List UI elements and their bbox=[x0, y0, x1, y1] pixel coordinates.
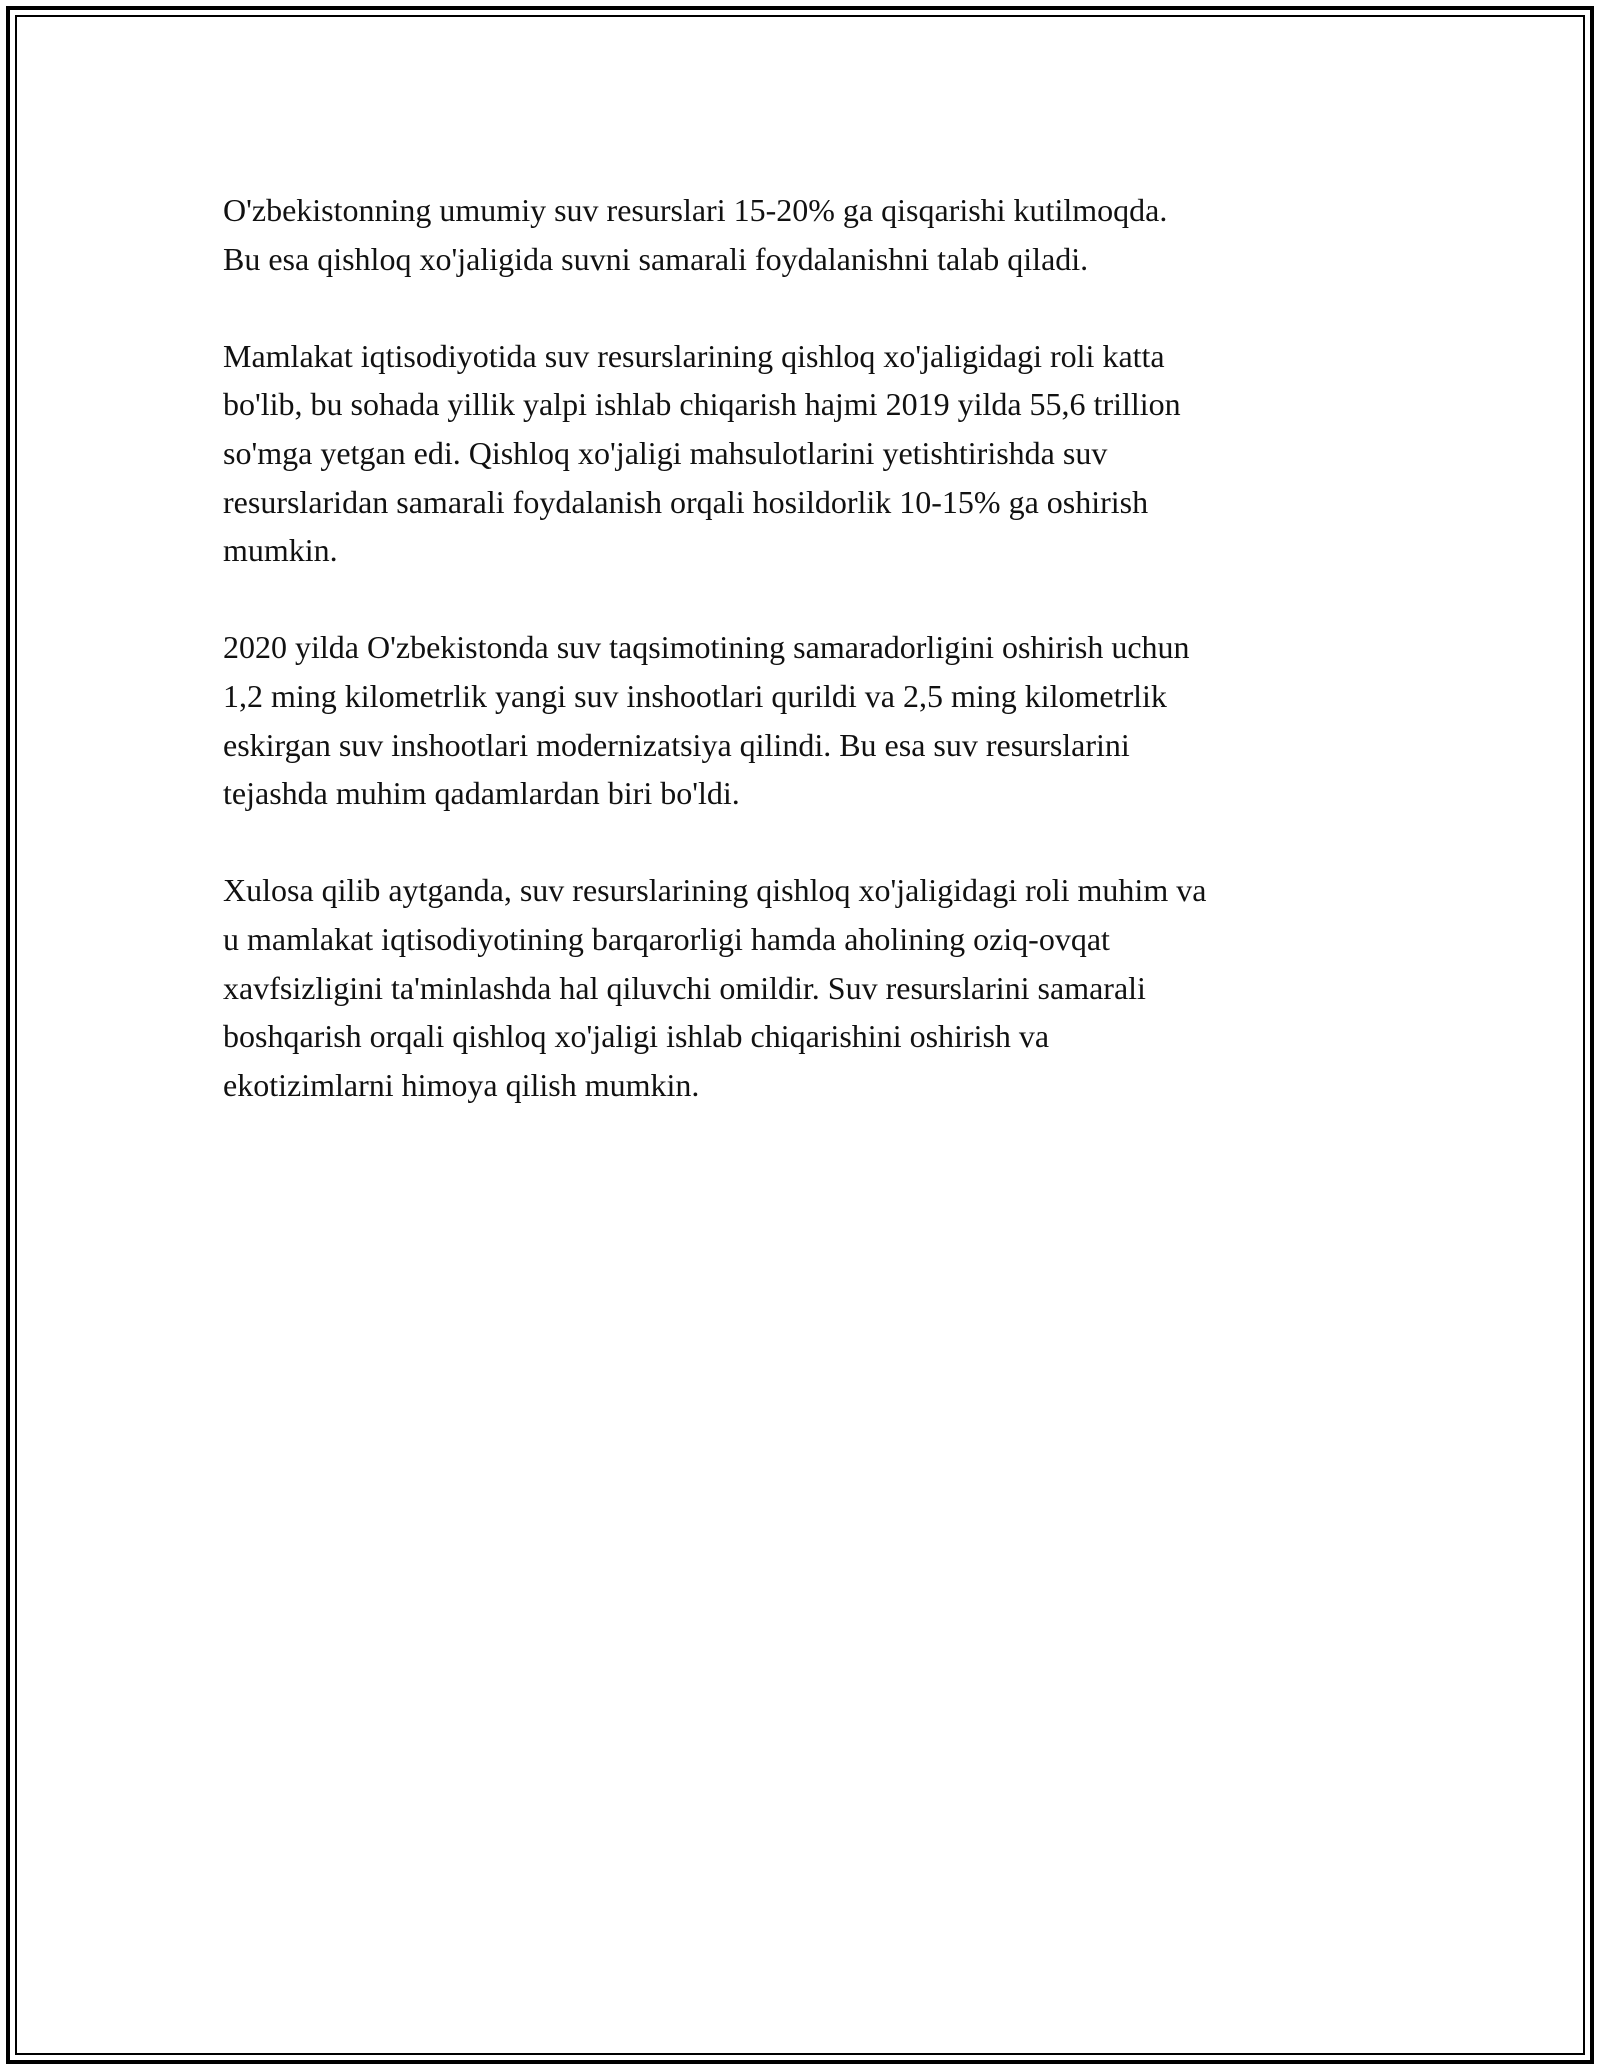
text-line: xavfsizligini ta'minlashda hal qiluvchi omildir. Suv resurslarini samarali bbox=[223, 969, 1146, 1006]
text-line: boshqarish orqali qishloq xo'jaligi ishlab chiqarishini oshirish va bbox=[223, 1018, 1050, 1055]
text-line: 2020 yilda O'zbekistonda suv taqsimotining samaradorligini oshirish uchun bbox=[223, 629, 1190, 666]
text-line: tejashda muhim qadamlardan biri bo'ldi. bbox=[223, 775, 740, 812]
paragraph-economic-role bbox=[223, 332, 1393, 575]
text-line: resurslaridan samarali foydalanish orqali hosildorlik 10-15% ga oshirish bbox=[223, 483, 1149, 520]
text-line: so'mga yetgan edi. Qishloq xo'jaligi mahsulotlarini yetishtirishda suv bbox=[223, 434, 1108, 471]
text-line: bo'lib, bu sohada yillik yalpi ishlab chiqarish hajmi 2019 yilda 55,6 trillion bbox=[223, 386, 1181, 423]
text-line: Mamlakat iqtisodiyotida suv resurslarining qishloq xo'jaligidagi roli katta bbox=[223, 337, 1165, 374]
paragraph-conclusion bbox=[223, 866, 1393, 1109]
text-line: mumkin. bbox=[223, 532, 338, 569]
text-line: O'zbekistonning umumiy suv resurslari 15-20% ga qisqarishi kutilmoqda. bbox=[223, 192, 1168, 228]
text-line: 1,2 ming kilometrlik yangi suv inshootlari qurildi va 2,5 ming kilometrlik bbox=[223, 677, 1167, 714]
paragraph-infrastructure-2020 bbox=[223, 623, 1393, 817]
paragraph-water-resources-decline bbox=[223, 186, 1393, 283]
text-line: u mamlakat iqtisodiyotining barqarorligi hamda aholining oziq-ovqat bbox=[223, 920, 1110, 957]
text-line: Xulosa qilib aytganda, suv resurslarining qishloq xo'jaligidagi roli muhim va bbox=[223, 872, 1207, 909]
document-body bbox=[223, 186, 1393, 1158]
text-line: eskirgan suv inshootlari modernizatsiya qilindi. Bu esa suv resurslarini bbox=[223, 726, 1130, 763]
text-line: Bu esa qishloq xo'jaligida suvni samarali foydalanishni talab qiladi. bbox=[223, 240, 1089, 277]
text-line: ekotizimlarni himoya qilish mumkin. bbox=[223, 1066, 700, 1103]
